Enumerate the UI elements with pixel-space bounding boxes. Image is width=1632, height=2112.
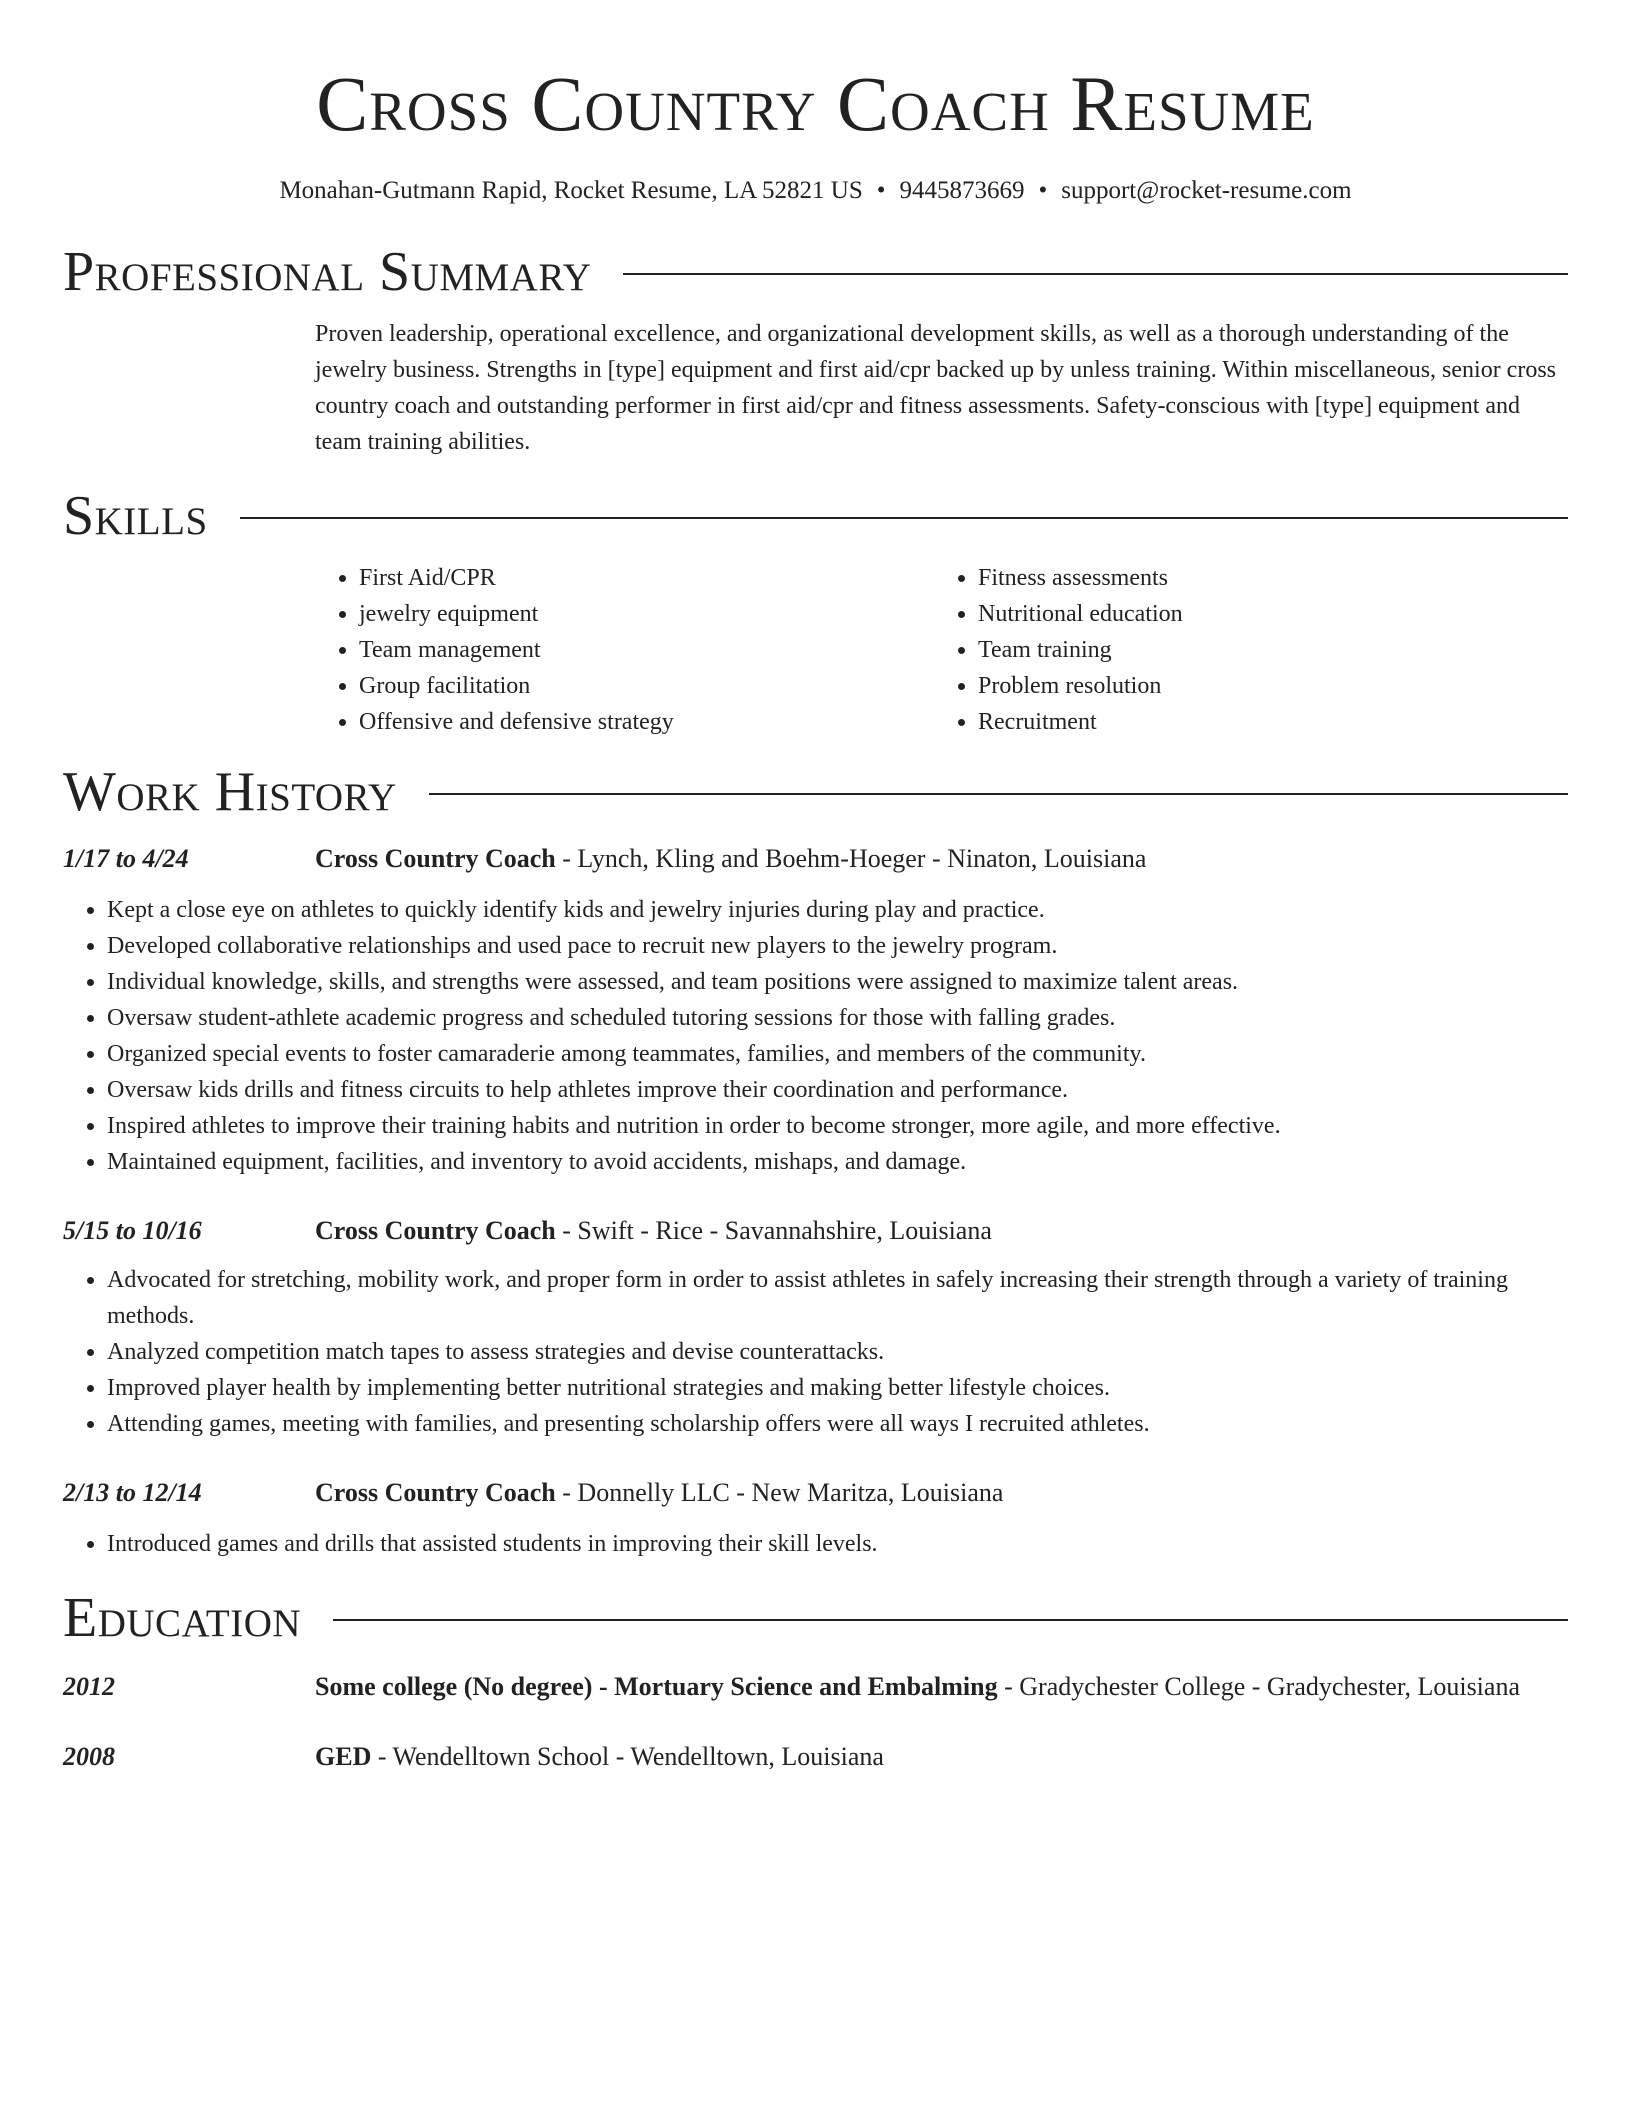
skills-column-left — [315, 560, 934, 740]
job-bullet: • Kept a close eye on athletes to quickly identify kids and jewelry injuries during play and practice. — [107, 892, 1568, 928]
education-year: 2008 — [63, 1742, 115, 1771]
contact-separator: • — [876, 177, 886, 204]
skill-item: • Team training — [978, 632, 1558, 668]
education-section-header — [63, 1588, 1568, 1648]
job-title: Cross Country Coach — [315, 1216, 556, 1245]
job-bullet: • Oversaw kids drills and fitness circuits to help athletes improve their coordination and performance. — [107, 1072, 1568, 1108]
job-entry — [63, 1476, 1568, 1562]
job-header — [63, 1476, 1568, 1510]
job-bullet: • Individual knowledge, skills, and strengths were assessed, and team positions were assigned to maximize talent areas. — [107, 964, 1568, 1000]
job-bullet: • Developed collaborative relationships and used pace to recruit new players to the jewelry program. — [107, 928, 1568, 964]
resume-page — [63, 0, 1568, 1774]
job-bullet: • Advocated for stretching, mobility work, and proper form in order to assist athletes in safely increasing their strength through a variety of training methods. — [107, 1262, 1568, 1334]
summary-heading: Professional Summary — [63, 241, 592, 303]
skill-item: • Offensive and defensive strategy — [359, 704, 934, 740]
job-header — [63, 1214, 1568, 1248]
skill-item: • jewelry equipment — [359, 596, 934, 632]
job-dates: 1/17 to 4/24 — [63, 844, 189, 873]
job-dates: 5/15 to 10/16 — [63, 1216, 202, 1245]
job-title: Cross Country Coach — [315, 1478, 556, 1507]
job-bullet: • Maintained equipment, facilities, and inventory to avoid accidents, mishaps, and damage. — [107, 1144, 1568, 1180]
skills-heading: Skills — [63, 485, 208, 547]
education-year: 2012 — [63, 1672, 115, 1701]
job-role — [315, 1214, 1568, 1248]
skill-item: • Team management — [359, 632, 934, 668]
education-details: - Wendelltown School - Wendelltown, Louisiana — [371, 1742, 884, 1771]
contact-phone: 9445873669 — [899, 177, 1025, 204]
contact-line — [63, 176, 1568, 206]
education-degree: GED — [315, 1742, 372, 1771]
education-entry — [63, 1670, 1568, 1704]
skills-column-right — [934, 560, 1558, 740]
job-bullets — [63, 1526, 1568, 1562]
job-header — [63, 842, 1568, 876]
job-bullet: • Analyzed competition match tapes to assess strategies and devise counterattacks. — [107, 1334, 1568, 1370]
job-bullet: • Organized special events to foster camaraderie among teammates, families, and members of the community. — [107, 1036, 1568, 1072]
education-info — [315, 1740, 1568, 1774]
skill-item: • Problem resolution — [978, 668, 1558, 704]
job-details: - Donnelly LLC - New Maritza, Louisiana — [555, 1478, 1004, 1507]
job-role — [315, 1476, 1568, 1510]
job-bullets — [63, 1262, 1568, 1442]
job-entry — [63, 1214, 1568, 1442]
section-divider — [333, 1619, 1568, 1621]
education-degree: Some college (No degree) - Mortuary Science and Embalming — [315, 1672, 998, 1701]
resume-title: Cross Country Coach Resume — [316, 60, 1315, 147]
section-divider — [623, 273, 1568, 275]
summary-section-header — [63, 242, 1568, 302]
job-entry — [63, 842, 1568, 1180]
skills-section-header — [63, 486, 1568, 546]
job-details: - Lynch, Kling and Boehm-Hoeger - Ninaton, Louisiana — [555, 844, 1147, 873]
education-heading: Education — [63, 1587, 302, 1649]
job-bullet: • Oversaw student-athlete academic progress and scheduled tutoring sessions for those with falling grades. — [107, 1000, 1568, 1036]
job-bullet: • Improved player health by implementing better nutritional strategies and making better lifestyle choices. — [107, 1370, 1568, 1406]
skill-item: • Nutritional education — [978, 596, 1558, 632]
job-bullet: • Attending games, meeting with families, and presenting scholarship offers were all ways I recruited athletes. — [107, 1406, 1568, 1442]
job-bullet: • Inspired athletes to improve their training habits and nutrition in order to become stronger, more agile, and more effective. — [107, 1108, 1568, 1144]
contact-address: Monahan-Gutmann Rapid, Rocket Resume, LA 52821 US — [279, 177, 863, 204]
skill-item: • Group facilitation — [359, 668, 934, 704]
job-title: Cross Country Coach — [315, 844, 556, 873]
skill-item: • Recruitment — [978, 704, 1558, 740]
contact-email: support@rocket-resume.com — [1061, 177, 1352, 204]
section-divider — [429, 793, 1568, 795]
skills-list — [315, 560, 1568, 740]
education-entry — [63, 1740, 1568, 1774]
education-info — [315, 1670, 1568, 1704]
summary-text: Proven leadership, operational excellence, and organizational development skills, as well as a thorough understanding of the jewelry business. Strengths in [type] equipment and first aid/cpr backed up by unless training. Within miscellaneous, senior cross country coach and outstanding performer in first aid/cpr and fitness assessments. Safety-conscious with [type] equipment and team training abilities. — [315, 321, 1557, 455]
skill-item: • First Aid/CPR — [359, 560, 934, 596]
contact-separator: • — [1038, 177, 1048, 204]
work-heading: Work History — [63, 761, 397, 823]
skill-item: • Fitness assessments — [978, 560, 1558, 596]
education-details: - Gradychester College - Gradychester, Louisiana — [997, 1672, 1520, 1701]
job-bullets — [63, 892, 1568, 1180]
job-role — [315, 842, 1568, 876]
job-bullet: • Introduced games and drills that assisted students in improving their skill levels. — [107, 1526, 1568, 1562]
summary-body — [315, 316, 1568, 460]
job-dates: 2/13 to 12/14 — [63, 1478, 202, 1507]
section-divider — [240, 517, 1568, 519]
work-section-header — [63, 762, 1568, 822]
job-details: - Swift - Rice - Savannahshire, Louisiana — [555, 1216, 992, 1245]
